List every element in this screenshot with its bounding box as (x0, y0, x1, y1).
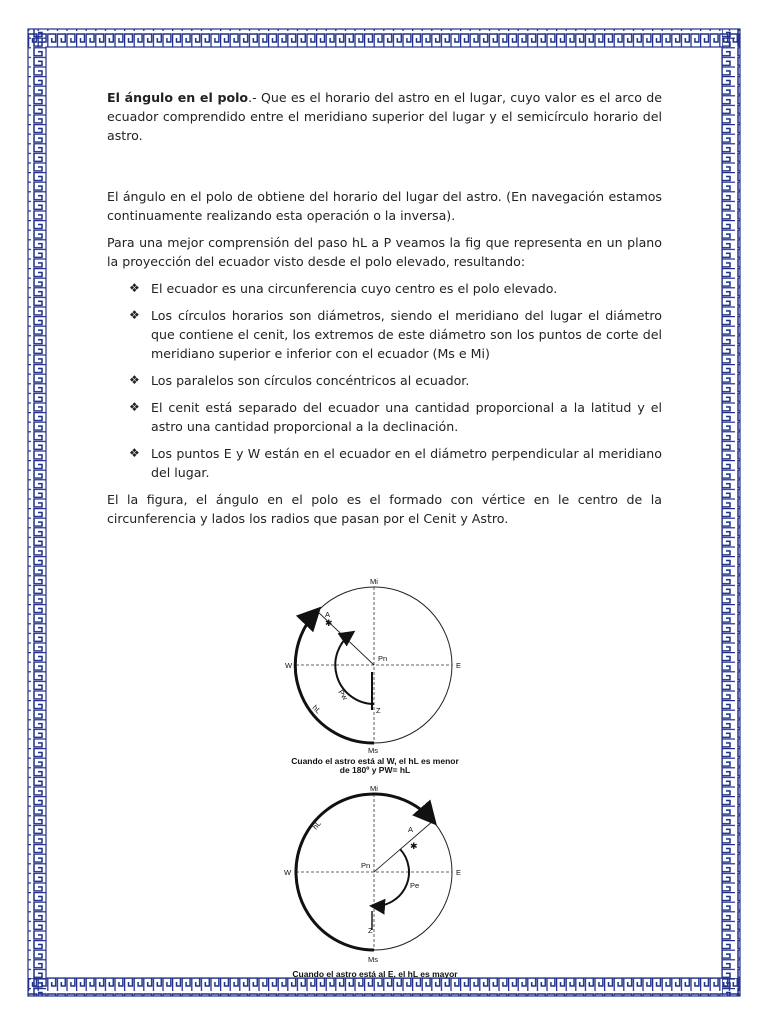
list-item: ❖ El cenit está separado del ecuador una cantidad proporcional a la latitud y el astro una cantidad proporcional a la declinación. (129, 400, 662, 434)
diamond-bullet-icon: ❖ (129, 446, 140, 460)
bullet-list (107, 279, 662, 482)
figure-2-diagram (296, 794, 452, 950)
definition-text: .- Que es el horario del astro en el lugar, cuyo valor es el arco de ecuador comprendido entre el meridiano superior del lugar y el semicírculo horario del astro. (107, 90, 662, 143)
paragraph-figura: El la figura, el ángulo en el polo es el formado con vértice en le centro de la circunferencia y lados los radios que pasan por el Cenit y Astro. (107, 492, 662, 526)
fig2-label-a: A (408, 825, 414, 834)
fig2-label-pe: Pe (410, 881, 420, 890)
paragraph-definition (107, 88, 662, 145)
fig1-label-ms: Ms (368, 746, 378, 755)
list-item: ❖ Los círculos horarios son diámetros, siendo el meridiano del lugar el diámetro que contiene el cenit, los extremos de este diámetro son los puntos de corte del meridiano superior e inferior con el ecuador (Ms e Mi) (129, 308, 662, 361)
fig1-label-a: A (325, 610, 331, 619)
fig1-label-pn: Pn (378, 654, 388, 663)
astro-star-icon: ✱ (410, 841, 418, 851)
fig2-label-mi: Mi (370, 784, 378, 793)
diamond-bullet-icon: ❖ (129, 281, 140, 295)
fig2-label-hl: hL (310, 819, 323, 832)
fig1-label-w: W (285, 661, 293, 670)
fig2-label-ms: Ms (368, 955, 378, 964)
fig1-label-hl: hL (310, 703, 323, 716)
astro-star-icon: ✱ (325, 618, 333, 628)
figure-2-caption: Cuando el astro está al E, el hL es mayor (292, 969, 458, 979)
fig1-label-pw: Pw (336, 687, 350, 702)
document-body (107, 88, 662, 536)
list-item: ❖ Los paralelos son círculos concéntricos al ecuador. (129, 373, 470, 388)
list-item: ❖ El ecuador es una circunferencia cuyo centro es el polo elevado. (129, 281, 558, 296)
fig1-label-mi: Mi (370, 577, 378, 586)
fig2-label-z: Z (368, 926, 373, 935)
paragraph-comprension: Para una mejor comprensión del paso hL a P veamos la fig que representa en un plano la proyección del ecuador visto desde el polo elevado, resultando: (107, 235, 662, 269)
figure-1-caption: Cuando el astro está al W, el hL es menor de 180º y PW= hL (291, 756, 459, 775)
paragraph-obtencion: El ángulo en el polo de obtiene del horario del lugar del astro. (En navegación estamos continuamente realizando esta operación o la inversa). (107, 189, 662, 223)
diamond-bullet-icon: ❖ (129, 373, 140, 387)
diamond-bullet-icon: ❖ (129, 400, 140, 414)
list-item: ❖ Los puntos E y W están en el ecuador en el diámetro perpendicular al meridiano del lugar. (129, 446, 662, 480)
fig1-label-z: Z (376, 706, 381, 715)
fig2-label-e: E (456, 868, 462, 877)
fig2-label-w: W (284, 868, 292, 877)
diamond-bullet-icon: ❖ (129, 308, 140, 322)
figure-1-diagram (295, 587, 452, 743)
term-angulo-en-el-polo: El ángulo en el polo (107, 90, 249, 105)
fig1-label-e: E (456, 661, 462, 670)
fig2-label-pn: Pn (361, 861, 371, 870)
